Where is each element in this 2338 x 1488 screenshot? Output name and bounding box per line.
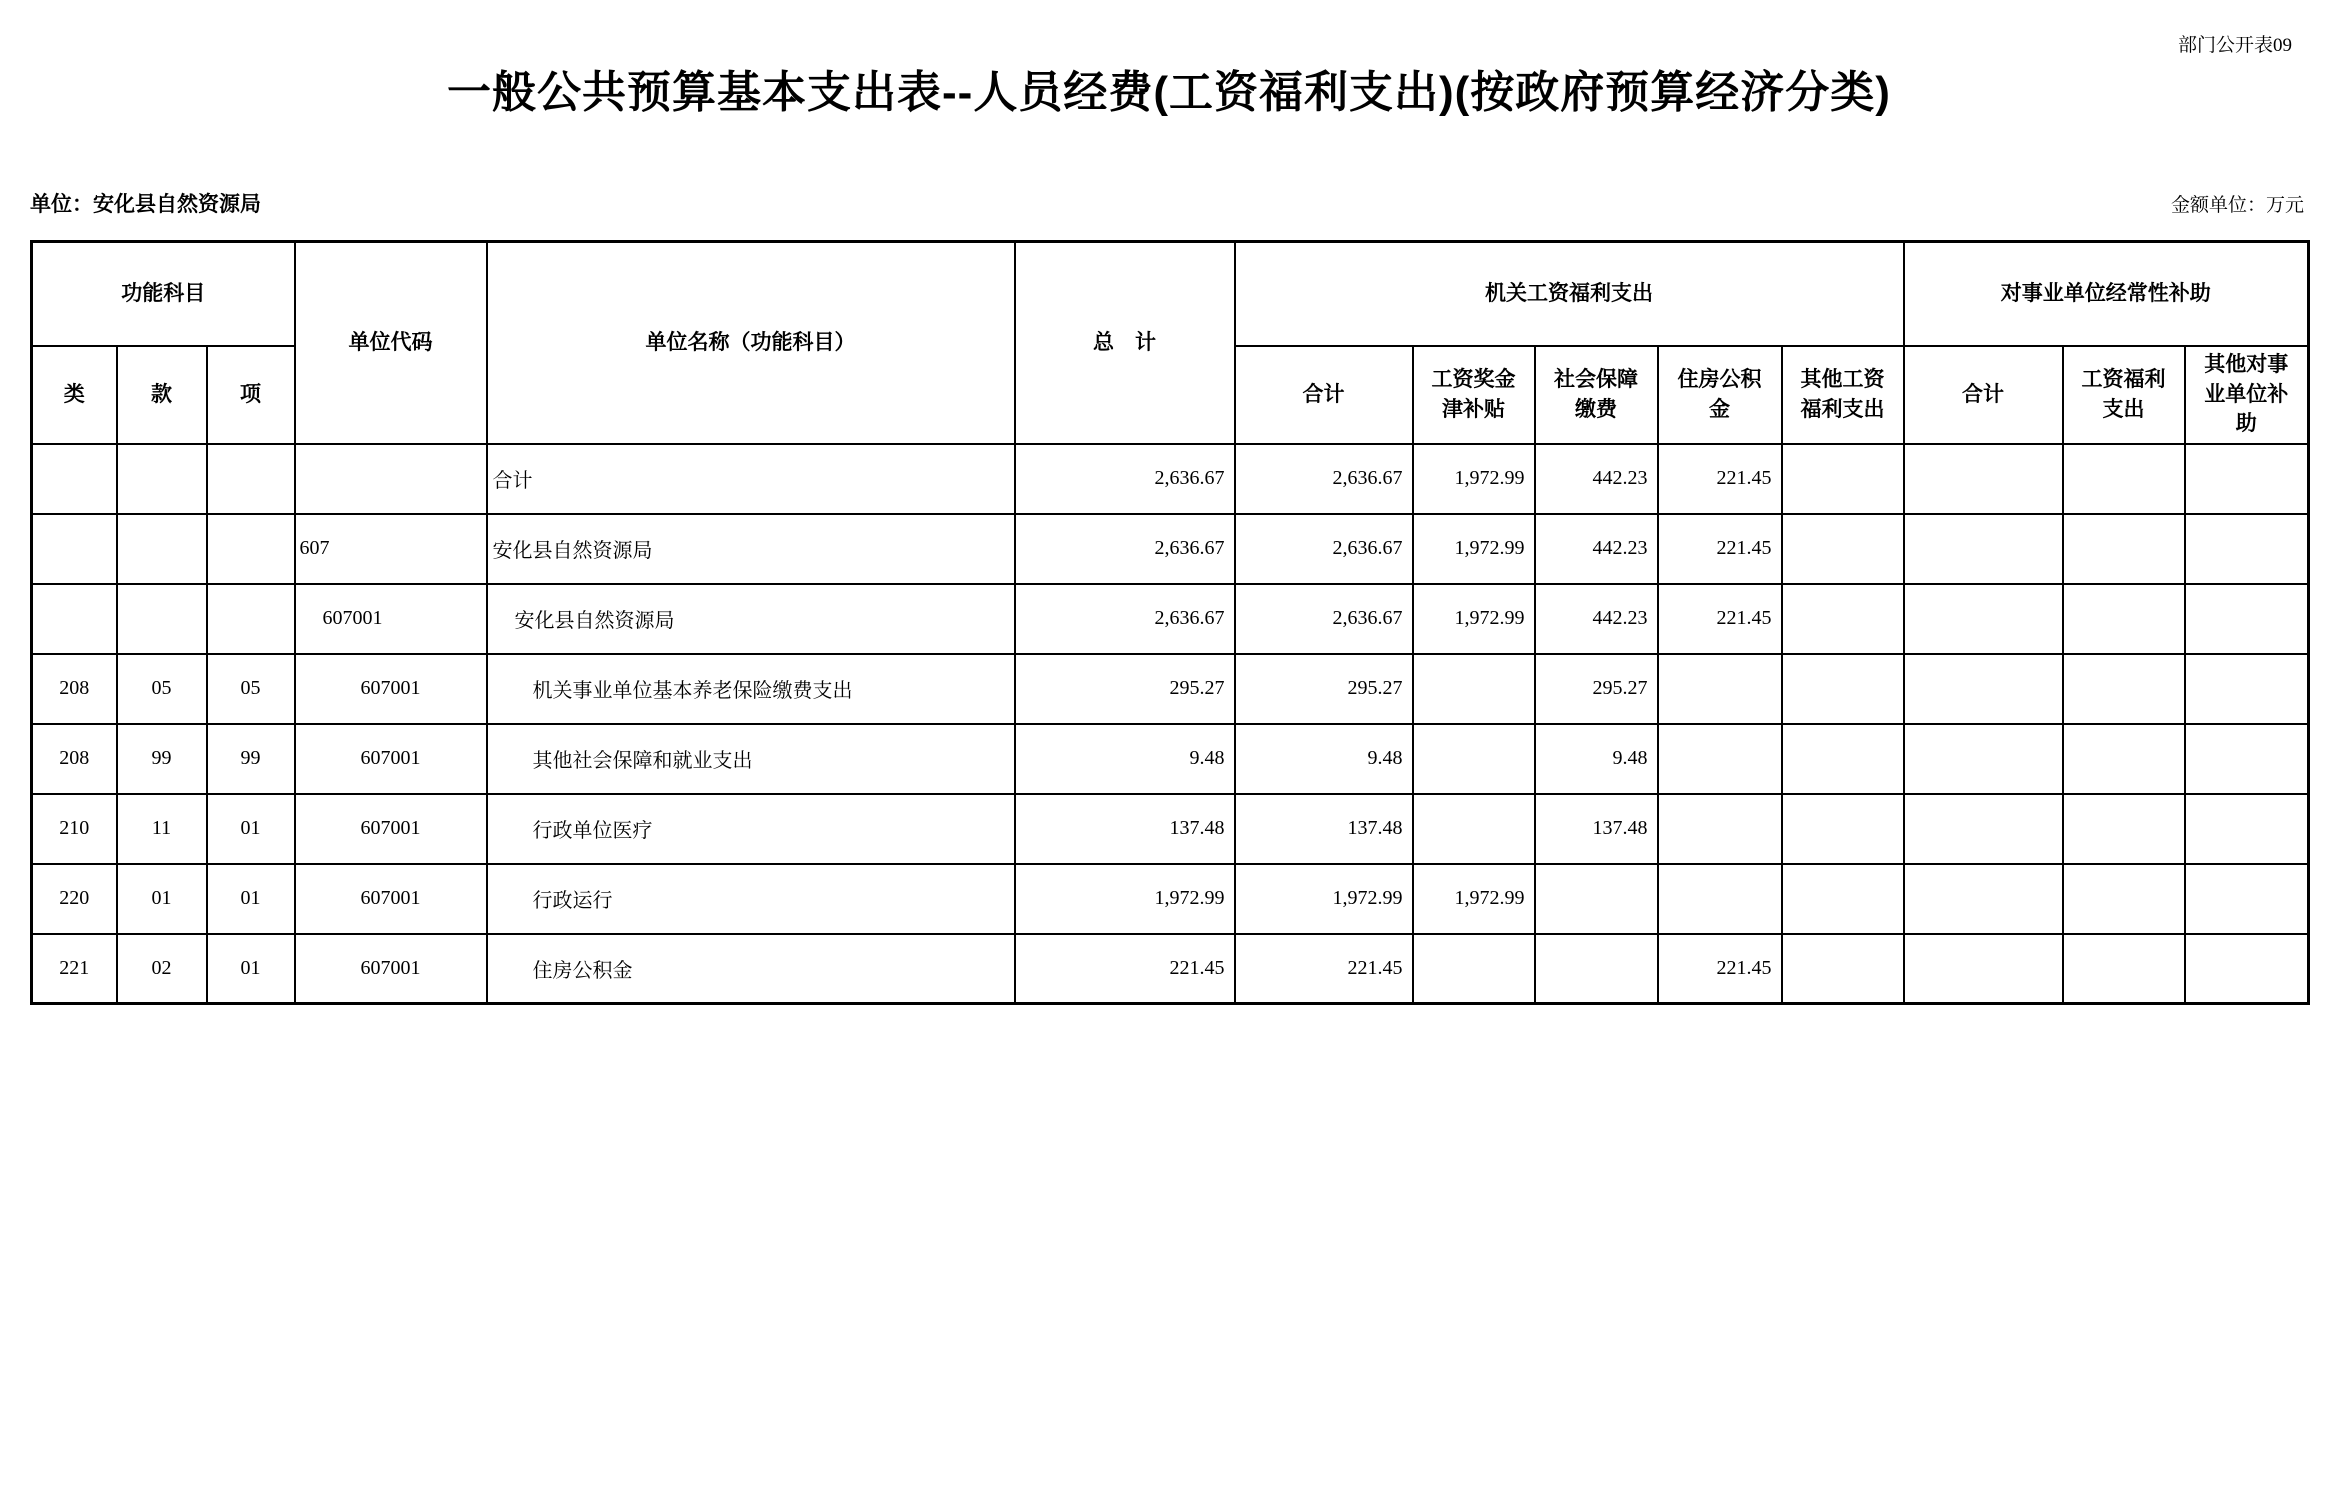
cell-lei <box>32 444 117 514</box>
header-housing-fund: 住房公积金 <box>1658 346 1782 444</box>
cell-inst-subtotal <box>1904 864 2063 934</box>
cell-other-wage <box>1782 444 1904 514</box>
cell-unit-code: 607 <box>295 514 487 584</box>
cell-housing-fund <box>1658 794 1782 864</box>
cell-housing-fund <box>1658 864 1782 934</box>
header-inst-other-subsidy: 其他对事业单位补助 <box>2185 346 2309 444</box>
header-kuan: 款 <box>117 346 207 444</box>
header-social-security: 社会保障缴费 <box>1535 346 1658 444</box>
cell-unit-code: 607001 <box>295 724 487 794</box>
cell-org-subtotal: 2,636.67 <box>1235 444 1413 514</box>
header-xiang: 项 <box>207 346 295 444</box>
cell-inst-wage <box>2063 584 2185 654</box>
table-row <box>32 584 2309 654</box>
header-function-subject: 功能科目 <box>32 242 295 346</box>
cell-unit-code: 607001 <box>295 864 487 934</box>
cell-housing-fund: 221.45 <box>1658 514 1782 584</box>
cell-unit-name: 安化县自然资源局 <box>487 584 1015 654</box>
cell-xiang: 01 <box>207 934 295 1004</box>
cell-unit-code: 607001 <box>295 654 487 724</box>
cell-social-security <box>1535 864 1658 934</box>
cell-xiang: 05 <box>207 654 295 724</box>
cell-unit-name: 行政单位医疗 <box>487 794 1015 864</box>
cell-social-security: 442.23 <box>1535 584 1658 654</box>
cell-org-subtotal: 2,636.67 <box>1235 514 1413 584</box>
cell-lei: 220 <box>32 864 117 934</box>
cell-wage-bonus: 1,972.99 <box>1413 584 1535 654</box>
cell-lei <box>32 584 117 654</box>
cell-inst-other <box>2185 654 2309 724</box>
cell-kuan: 99 <box>117 724 207 794</box>
cell-wage-bonus: 1,972.99 <box>1413 864 1535 934</box>
cell-inst-other <box>2185 724 2309 794</box>
cell-org-subtotal: 2,636.67 <box>1235 584 1413 654</box>
cell-unit-code: 607001 <box>295 934 487 1004</box>
table-row <box>32 934 2309 1004</box>
cell-unit-code: 607001 <box>295 584 487 654</box>
header-wage-bonus-allowance: 工资奖金津补贴 <box>1413 346 1535 444</box>
cell-inst-wage <box>2063 514 2185 584</box>
cell-inst-wage <box>2063 724 2185 794</box>
page-title: 一般公共预算基本支出表--人员经费(工资福利支出)(按政府预算经济分类) <box>447 68 1891 117</box>
table-body <box>32 444 2309 1004</box>
cell-inst-wage <box>2063 794 2185 864</box>
cell-lei: 208 <box>32 654 117 724</box>
cell-xiang <box>207 444 295 514</box>
cell-org-subtotal: 295.27 <box>1235 654 1413 724</box>
cell-inst-other <box>2185 444 2309 514</box>
cell-xiang <box>207 584 295 654</box>
cell-inst-subtotal <box>1904 794 2063 864</box>
cell-other-wage <box>1782 584 1904 654</box>
table-row <box>32 514 2309 584</box>
cell-wage-bonus <box>1413 724 1535 794</box>
cell-housing-fund <box>1658 724 1782 794</box>
cell-inst-wage <box>2063 934 2185 1004</box>
cell-other-wage <box>1782 864 1904 934</box>
cell-other-wage <box>1782 654 1904 724</box>
cell-lei: 210 <box>32 794 117 864</box>
cell-kuan: 01 <box>117 864 207 934</box>
cell-wage-bonus <box>1413 934 1535 1004</box>
cell-total: 2,636.67 <box>1015 514 1235 584</box>
unit-label: 单位：安化县自然资源局 <box>30 193 261 216</box>
cell-kuan <box>117 444 207 514</box>
cell-kuan: 02 <box>117 934 207 1004</box>
cell-kuan <box>117 584 207 654</box>
cell-inst-other <box>2185 584 2309 654</box>
cell-lei: 208 <box>32 724 117 794</box>
cell-total: 2,636.67 <box>1015 584 1235 654</box>
header-unit-name: 单位名称（功能科目） <box>487 242 1015 444</box>
cell-social-security: 137.48 <box>1535 794 1658 864</box>
cell-social-security: 9.48 <box>1535 724 1658 794</box>
cell-total: 2,636.67 <box>1015 444 1235 514</box>
cell-wage-bonus <box>1413 654 1535 724</box>
cell-inst-other <box>2185 934 2309 1004</box>
cell-unit-code <box>295 444 487 514</box>
cell-unit-name: 其他社会保障和就业支出 <box>487 724 1015 794</box>
header-org-subtotal: 合计 <box>1235 346 1413 444</box>
cell-xiang: 01 <box>207 864 295 934</box>
cell-kuan: 11 <box>117 794 207 864</box>
cell-inst-subtotal <box>1904 444 2063 514</box>
cell-housing-fund: 221.45 <box>1658 584 1782 654</box>
cell-social-security: 295.27 <box>1535 654 1658 724</box>
amount-unit-label: 金额单位：万元 <box>2170 195 2304 216</box>
cell-unit-name: 机关事业单位基本养老保险缴费支出 <box>487 654 1015 724</box>
header-group-row <box>32 242 2309 346</box>
cell-lei <box>32 514 117 584</box>
cell-social-security <box>1535 934 1658 1004</box>
meta-row <box>30 188 2304 218</box>
cell-social-security: 442.23 <box>1535 514 1658 584</box>
cell-org-subtotal: 9.48 <box>1235 724 1413 794</box>
cell-lei: 221 <box>32 934 117 1004</box>
cell-kuan <box>117 514 207 584</box>
cell-xiang: 01 <box>207 794 295 864</box>
cell-inst-other <box>2185 864 2309 934</box>
cell-org-subtotal: 221.45 <box>1235 934 1413 1004</box>
cell-org-subtotal: 1,972.99 <box>1235 864 1413 934</box>
cell-xiang: 99 <box>207 724 295 794</box>
cell-inst-subtotal <box>1904 724 2063 794</box>
cell-housing-fund: 221.45 <box>1658 444 1782 514</box>
cell-inst-subtotal <box>1904 934 2063 1004</box>
cell-other-wage <box>1782 934 1904 1004</box>
cell-other-wage <box>1782 514 1904 584</box>
cell-inst-subtotal <box>1904 514 2063 584</box>
cell-org-subtotal: 137.48 <box>1235 794 1413 864</box>
cell-inst-subtotal <box>1904 654 2063 724</box>
cell-housing-fund <box>1658 654 1782 724</box>
cell-wage-bonus: 1,972.99 <box>1413 444 1535 514</box>
cell-inst-wage <box>2063 654 2185 724</box>
header-unit-code: 单位代码 <box>295 242 487 444</box>
header-inst-subsidy-group: 对事业单位经常性补助 <box>1904 242 2309 346</box>
cell-inst-subtotal <box>1904 584 2063 654</box>
cell-inst-wage <box>2063 444 2185 514</box>
cell-unit-name: 行政运行 <box>487 864 1015 934</box>
cell-unit-name: 合计 <box>487 444 1015 514</box>
cell-total: 221.45 <box>1015 934 1235 1004</box>
cell-total: 295.27 <box>1015 654 1235 724</box>
header-org-wage-welfare-group: 机关工资福利支出 <box>1235 242 1904 346</box>
cell-social-security: 442.23 <box>1535 444 1658 514</box>
budget-table <box>30 240 2310 1005</box>
cell-housing-fund: 221.45 <box>1658 934 1782 1004</box>
table-row <box>32 724 2309 794</box>
cell-total: 137.48 <box>1015 794 1235 864</box>
header-inst-wage-welfare: 工资福利支出 <box>2063 346 2185 444</box>
cell-unit-name: 安化县自然资源局 <box>487 514 1015 584</box>
cell-other-wage <box>1782 724 1904 794</box>
cell-unit-code: 607001 <box>295 794 487 864</box>
table-row <box>32 654 2309 724</box>
cell-other-wage <box>1782 794 1904 864</box>
table-row <box>32 444 2309 514</box>
table-row <box>32 794 2309 864</box>
cell-unit-name: 住房公积金 <box>487 934 1015 1004</box>
cell-xiang <box>207 514 295 584</box>
header-lei: 类 <box>32 346 117 444</box>
table-row <box>32 864 2309 934</box>
cell-inst-other <box>2185 794 2309 864</box>
cell-kuan: 05 <box>117 654 207 724</box>
doc-label: 部门公开表09 <box>2177 35 2292 56</box>
cell-wage-bonus: 1,972.99 <box>1413 514 1535 584</box>
cell-inst-other <box>2185 514 2309 584</box>
header-inst-subtotal: 合计 <box>1904 346 2063 444</box>
cell-inst-wage <box>2063 864 2185 934</box>
cell-total: 9.48 <box>1015 724 1235 794</box>
header-other-wage-welfare: 其他工资福利支出 <box>1782 346 1904 444</box>
cell-total: 1,972.99 <box>1015 864 1235 934</box>
header-grand-total: 总 计 <box>1015 242 1235 444</box>
cell-wage-bonus <box>1413 794 1535 864</box>
